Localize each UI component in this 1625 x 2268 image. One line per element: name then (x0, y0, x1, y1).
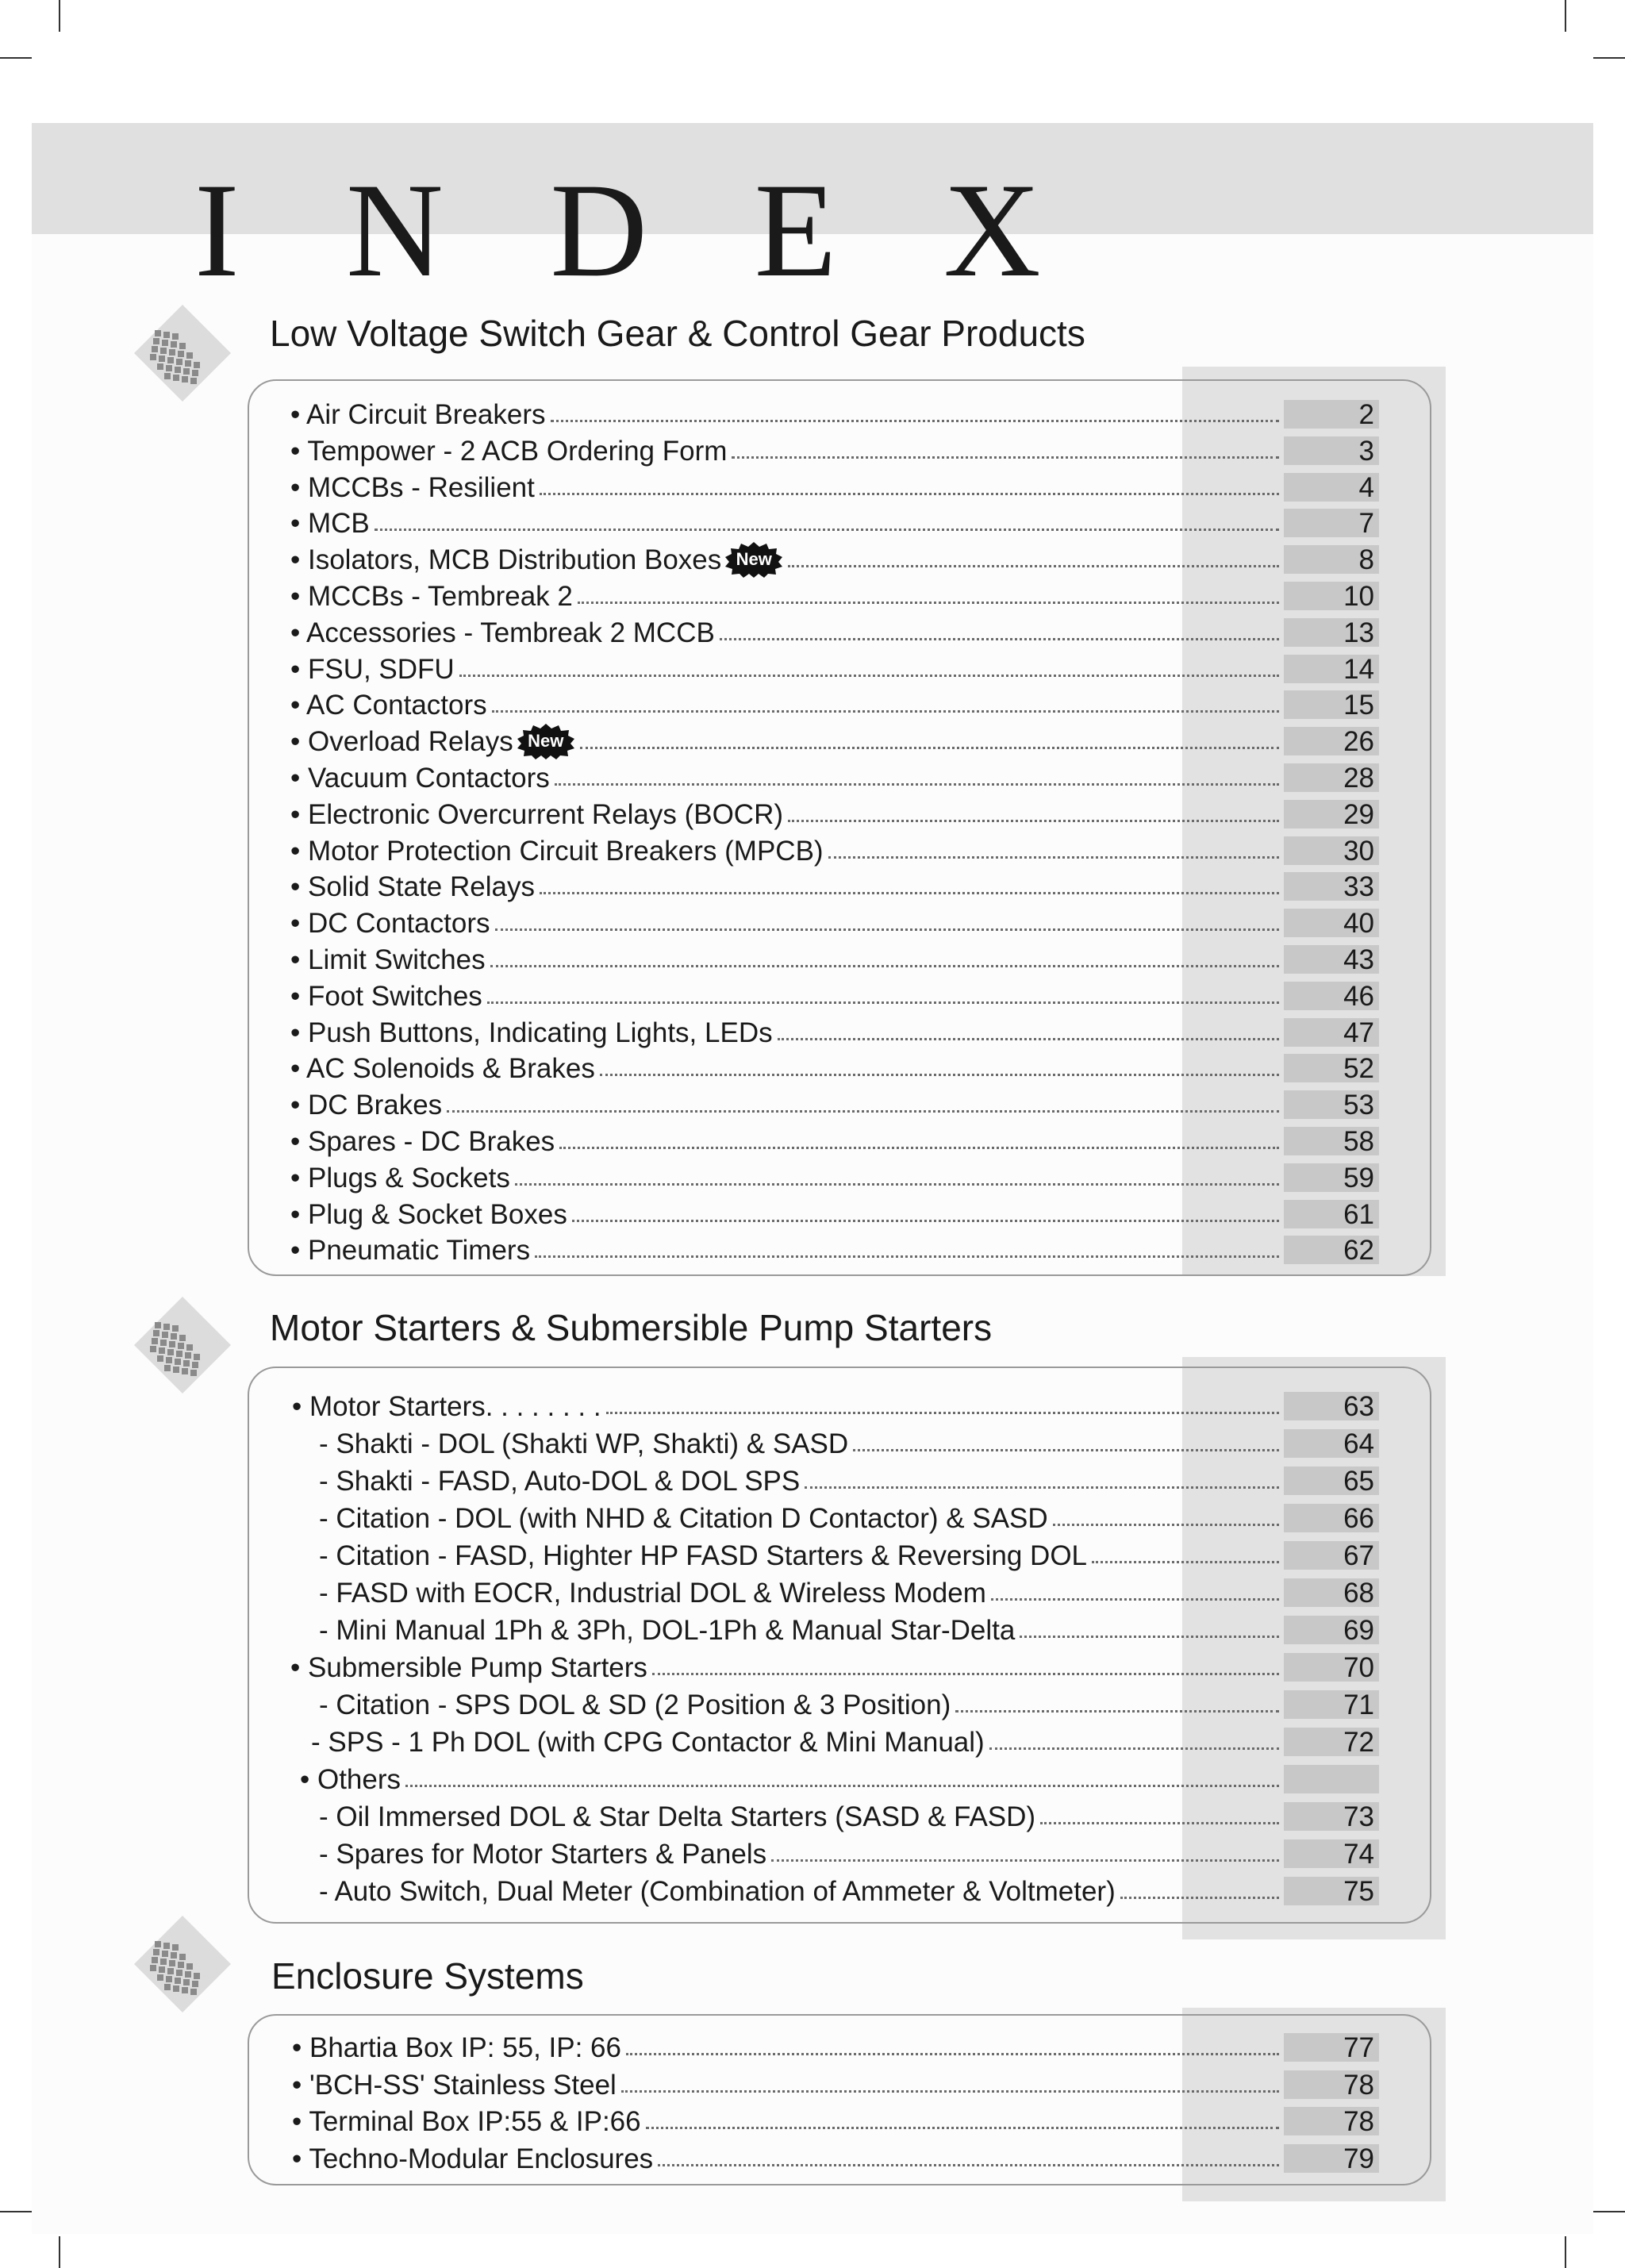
page-number: 78 (1284, 2107, 1379, 2135)
page-number: 15 (1284, 690, 1379, 719)
entry-label: - FASD with EOCR, Industrial DOL & Wireless Modem (319, 1578, 986, 1609)
page-number: 14 (1284, 655, 1379, 683)
dot-leader (487, 1001, 1279, 1004)
entry-label: • Solid State Relays (290, 871, 535, 903)
diamond-grid-icon (131, 1294, 234, 1397)
dot-leader (732, 456, 1279, 459)
index-entry[interactable] (0, 1687, 1428, 1724)
dot-leader (495, 928, 1279, 931)
dot-leader (459, 675, 1279, 677)
crop-mark (1565, 2236, 1566, 2268)
entry-label: • DC Brakes (290, 1090, 443, 1121)
index-entry[interactable] (0, 1613, 1428, 1649)
entry-label: • FSU, SDFU (290, 653, 455, 685)
index-entry[interactable] (0, 542, 1428, 579)
entry-label: • AC Solenoids & Brakes (290, 1053, 595, 1085)
entry-label: • Submersible Pump Starters (290, 1652, 647, 1683)
dot-leader (535, 1255, 1279, 1258)
index-entry[interactable] (0, 905, 1428, 942)
index-entry[interactable] (0, 2141, 1428, 2178)
entry-label: • Terminal Box IP:55 & IP:66 (292, 2106, 641, 2137)
page-number: 68 (1284, 1578, 1379, 1607)
dot-leader (626, 2053, 1279, 2055)
dot-leader (1053, 1524, 1279, 1526)
dot-leader (646, 2127, 1279, 2129)
dot-leader (788, 565, 1279, 567)
page-number: 30 (1284, 836, 1379, 865)
page-number: 28 (1284, 763, 1379, 792)
index-entry[interactable] (0, 1087, 1428, 1124)
dot-leader (555, 783, 1279, 786)
page-number: 3 (1284, 436, 1379, 465)
diamond-grid-icon (131, 1912, 234, 2016)
dot-leader (540, 892, 1279, 894)
index-entry[interactable] (0, 1538, 1428, 1574)
page-number: 53 (1284, 1090, 1379, 1119)
dot-leader (1020, 1636, 1279, 1638)
diamond-grid-icon (131, 302, 234, 405)
index-entry[interactable] (0, 1501, 1428, 1537)
crop-mark (59, 0, 60, 32)
dot-leader (658, 2164, 1279, 2166)
entry-label: • Techno-Modular Enclosures (292, 2143, 654, 2174)
entry-label: • Motor Protection Circuit Breakers (MPCB) (290, 835, 824, 867)
dot-leader (955, 1710, 1279, 1713)
new-badge-icon (724, 541, 783, 578)
dot-leader (1120, 1897, 1279, 1899)
page-number: 67 (1284, 1541, 1379, 1570)
dot-leader (578, 602, 1279, 604)
entry-label: • 'BCH-SS' Stainless Steel (292, 2069, 617, 2101)
entry-label: - Citation - SPS DOL & SD (2 Position & 3 Position) (319, 1689, 951, 1720)
page-number: 66 (1284, 1504, 1379, 1532)
dot-leader (1040, 1822, 1279, 1824)
page-number: 77 (1284, 2033, 1379, 2062)
page-number: 29 (1284, 800, 1379, 828)
new-badge-label: New (528, 730, 564, 751)
entry-label: • DC Contactors (290, 908, 490, 940)
page-number: 8 (1284, 545, 1379, 574)
crop-mark (0, 57, 32, 59)
dot-leader (606, 1412, 1279, 1414)
index-entry[interactable] (0, 1463, 1428, 1500)
dot-leader (989, 1747, 1279, 1750)
page-number: 33 (1284, 872, 1379, 901)
dot-leader (1092, 1561, 1279, 1563)
entry-label: - Citation - DOL (with NHD & Citation D Contactor) & SASD (319, 1503, 1048, 1534)
page-number: 70 (1284, 1653, 1379, 1682)
index-entry[interactable] (0, 687, 1428, 724)
page-number: 71 (1284, 1690, 1379, 1719)
entry-label: - Spares for Motor Starters & Panels (319, 1839, 767, 1870)
index-entry[interactable] (0, 724, 1428, 760)
page-number: 47 (1284, 1018, 1379, 1047)
entry-label: • Others (300, 1764, 401, 1795)
page-number: 75 (1284, 1877, 1379, 1905)
index-entry[interactable] (0, 652, 1428, 688)
page-number: 43 (1284, 945, 1379, 974)
dot-leader (490, 965, 1279, 967)
entry-label: • Spares - DC Brakes (290, 1126, 555, 1157)
dot-leader (771, 1859, 1279, 1862)
index-entry[interactable] (0, 1836, 1428, 1873)
index-entry[interactable] (0, 2067, 1428, 2104)
index-entry[interactable] (0, 1197, 1428, 1233)
page-number: 13 (1284, 618, 1379, 647)
index-entry[interactable] (0, 1051, 1428, 1087)
crop-mark (0, 2211, 32, 2212)
entry-label: • AC Contactors (290, 690, 487, 721)
index-entry[interactable] (0, 1650, 1428, 1686)
entry-label: - Citation - FASD, Highter HP FASD Starters & Reversing DOL (319, 1540, 1088, 1571)
dot-leader (540, 493, 1279, 495)
index-entry[interactable] (0, 1762, 1428, 1798)
entry-label: • Plugs & Sockets (290, 1162, 510, 1194)
index-entry[interactable] (0, 470, 1428, 506)
entry-label: • Pneumatic Timers (290, 1235, 531, 1267)
page-number: 73 (1284, 1802, 1379, 1831)
dot-leader (788, 820, 1279, 822)
entry-label: • Electronic Overcurrent Relays (BOCR) (290, 798, 784, 830)
dot-leader (778, 1038, 1279, 1040)
entry-label: • Isolators, MCB Distribution Boxes New (290, 542, 783, 580)
page-number: 7 (1284, 509, 1379, 537)
dot-leader (405, 1785, 1279, 1787)
page-number: 79 (1284, 2144, 1379, 2173)
dot-leader (853, 1449, 1279, 1451)
dot-leader (375, 529, 1279, 531)
entry-label: • Overload Relays New (290, 724, 575, 762)
entry-label: - Shakti - DOL (Shakti WP, Shakti) & SASD (319, 1428, 849, 1459)
entry-label: - Mini Manual 1Ph & 3Ph, DOL-1Ph & Manual Star-Delta (319, 1615, 1016, 1646)
index-entry[interactable] (0, 1232, 1428, 1269)
index-entry[interactable] (0, 1426, 1428, 1463)
page-number: 63 (1284, 1392, 1379, 1420)
entry-label: • Vacuum Contactors (290, 763, 550, 794)
index-entry[interactable] (0, 397, 1428, 433)
index-entry[interactable] (0, 869, 1428, 905)
dot-leader (580, 747, 1279, 749)
entry-label: • Bhartia Box IP: 55, IP: 66 (292, 2032, 621, 2063)
index-entry[interactable] (0, 1015, 1428, 1051)
entry-label: • Accessories - Tembreak 2 MCCB (290, 617, 715, 648)
index-entry[interactable] (0, 1575, 1428, 1612)
page-number: 40 (1284, 909, 1379, 937)
dot-leader (559, 1147, 1279, 1149)
entry-label: • Push Buttons, Indicating Lights, LEDs (290, 1017, 773, 1048)
dot-leader (805, 1486, 1279, 1489)
entry-label: • Foot Switches (290, 980, 482, 1012)
index-entry[interactable] (0, 1874, 1428, 1910)
entry-label: • MCB (290, 508, 370, 540)
index-entry[interactable] (0, 433, 1428, 470)
page-number: 46 (1284, 982, 1379, 1010)
page-number: 52 (1284, 1054, 1379, 1082)
entry-label: - Auto Switch, Dual Meter (Combination of Ammeter & Voltmeter) (319, 1876, 1116, 1907)
page-number: 65 (1284, 1467, 1379, 1495)
index-entry[interactable] (0, 942, 1428, 978)
new-badge-label: New (736, 548, 772, 569)
dot-leader (515, 1183, 1279, 1186)
entry-label: • Limit Switches (290, 944, 486, 975)
page-number: 59 (1284, 1163, 1379, 1192)
crop-mark (1593, 57, 1625, 59)
page-number: 62 (1284, 1236, 1379, 1264)
entry-label: - Oil Immersed DOL & Star Delta Starters (SASD & FASD) (319, 1801, 1036, 1832)
page-number: 58 (1284, 1127, 1379, 1155)
index-entry[interactable] (0, 797, 1428, 833)
entry-label: • MCCBs - Resilient (290, 471, 535, 503)
page-title: I N D E X (194, 156, 1078, 305)
page-number: 74 (1284, 1839, 1379, 1868)
index-entry[interactable] (0, 1799, 1428, 1836)
index-entry[interactable] (0, 1124, 1428, 1160)
page-number (1284, 1765, 1379, 1793)
entry-label: - Shakti - FASD, Auto-DOL & DOL SPS (319, 1466, 801, 1497)
section-title: Enclosure Systems (271, 1955, 584, 1997)
index-entry[interactable] (0, 505, 1428, 542)
page-number: 64 (1284, 1429, 1379, 1458)
page-number: 61 (1284, 1200, 1379, 1228)
dot-leader (492, 710, 1279, 713)
dot-leader (621, 2090, 1279, 2093)
page-number: 72 (1284, 1728, 1379, 1756)
crop-mark (1565, 0, 1566, 32)
entry-label: • MCCBs - Tembreak 2 (290, 581, 573, 612)
page-number: 69 (1284, 1616, 1379, 1644)
dot-leader (551, 420, 1279, 422)
crop-mark (1593, 2211, 1625, 2212)
page-number: 4 (1284, 473, 1379, 502)
index-entry[interactable] (0, 579, 1428, 615)
entry-label: • Air Circuit Breakers (290, 399, 546, 430)
index-entry[interactable] (0, 2104, 1428, 2140)
new-badge-icon (517, 723, 575, 759)
section-title: Low Voltage Switch Gear & Control Gear Products (270, 313, 1085, 354)
entry-label: • Tempower - 2 ACB Ordering Form (290, 435, 728, 467)
crop-mark (59, 2236, 60, 2268)
dot-leader (828, 856, 1279, 859)
index-entry[interactable] (0, 1389, 1428, 1425)
entry-label: • Motor Starters. . . . . . . . (292, 1391, 601, 1422)
dot-leader (572, 1220, 1279, 1222)
page-number: 10 (1284, 582, 1379, 610)
dot-leader (991, 1598, 1279, 1601)
index-entry[interactable] (0, 1724, 1428, 1761)
entry-label: • Plug & Socket Boxes (290, 1198, 567, 1230)
dot-leader (720, 638, 1279, 640)
dot-leader (652, 1673, 1279, 1675)
index-entry[interactable] (0, 760, 1428, 797)
dot-leader (447, 1110, 1279, 1113)
section-title: Motor Starters & Submersible Pump Starters (270, 1307, 993, 1348)
index-entry[interactable] (0, 978, 1428, 1015)
page-number: 78 (1284, 2070, 1379, 2099)
dot-leader (600, 1074, 1279, 1076)
entry-label: - SPS - 1 Ph DOL (with CPG Contactor & Mini Manual) (311, 1727, 985, 1758)
page-number: 2 (1284, 400, 1379, 429)
index-entry[interactable] (0, 615, 1428, 652)
index-entry[interactable] (0, 2030, 1428, 2066)
index-entry[interactable] (0, 1160, 1428, 1197)
page-number: 26 (1284, 727, 1379, 755)
index-entry[interactable] (0, 833, 1428, 870)
